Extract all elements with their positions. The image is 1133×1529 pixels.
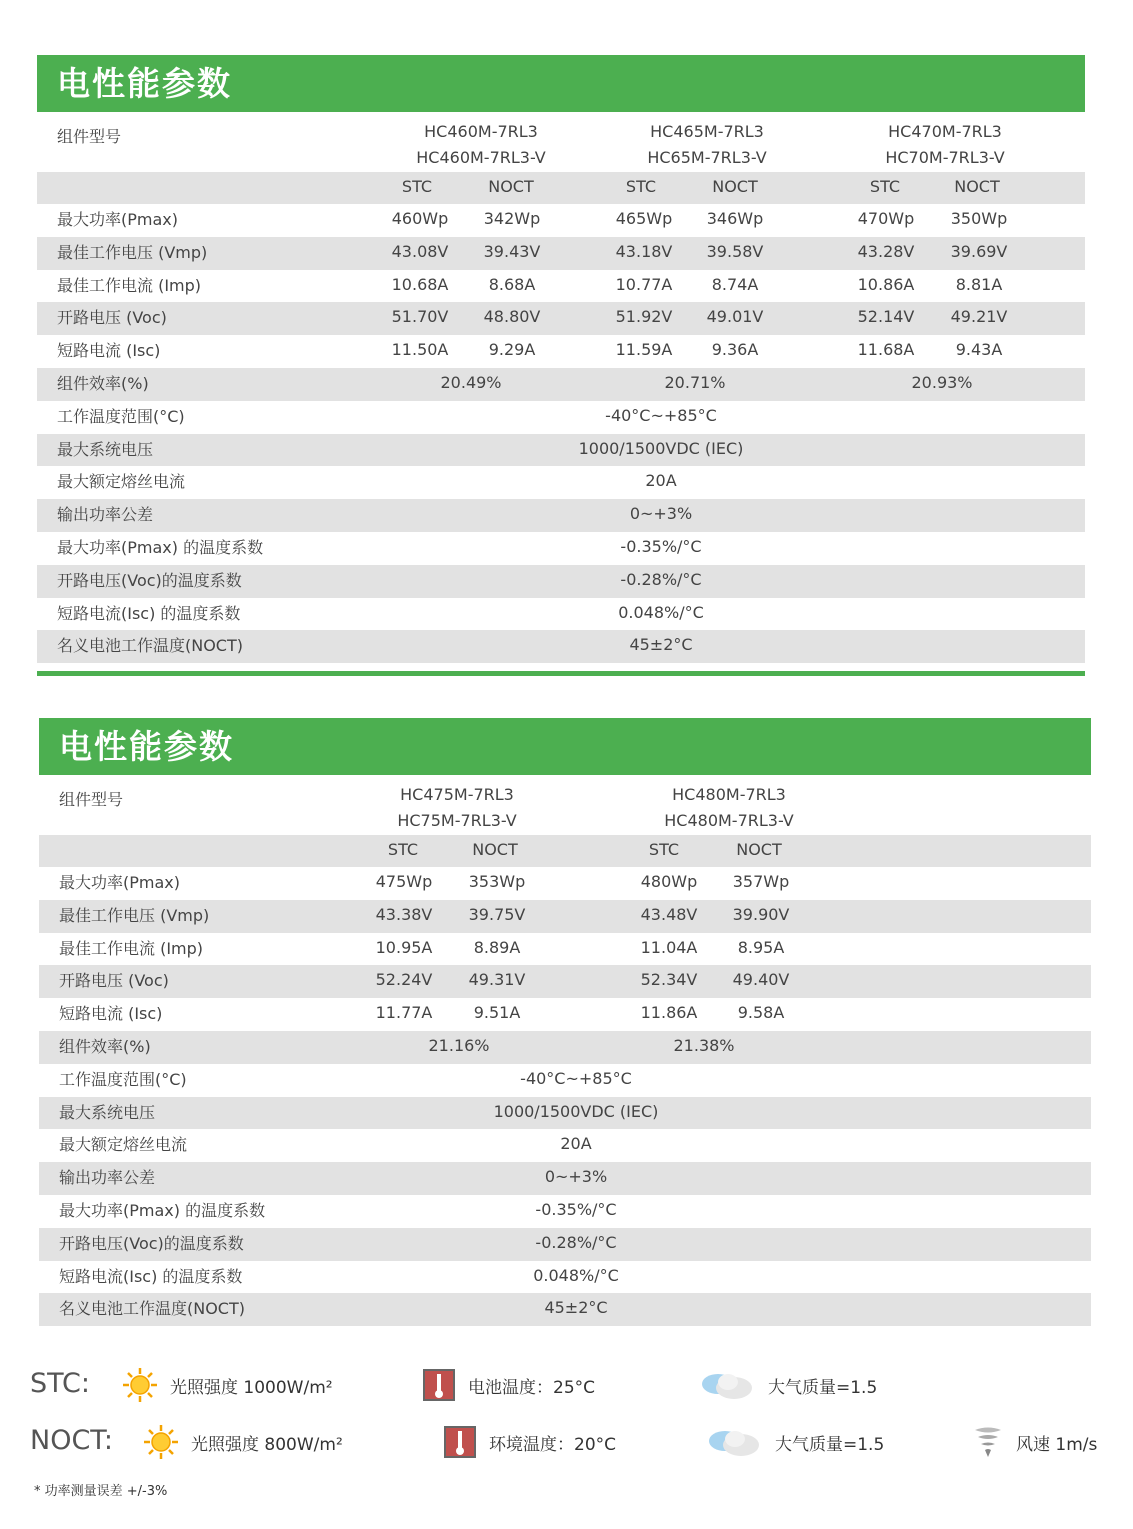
noct-irradiance [143,1417,343,1467]
param-value: 9.58A [737,1003,785,1023]
param-row [37,335,1085,368]
noct-header: NOCT [954,177,1000,196]
efficiency-row [37,368,1085,401]
param-label: 短路电流 (Isc) [59,1004,163,1024]
common-param-row [37,532,1085,565]
param-row [39,998,1091,1031]
param-label: 名义电池工作温度(NOCT) [57,636,243,656]
common-param-row [37,598,1085,631]
model-row [37,112,1085,172]
param-label: 输出功率公差 [59,1168,156,1188]
noct-header: NOCT [488,177,534,196]
param-value: 357Wp [732,872,790,891]
temperature-text: 环境温度：20°C [489,1434,617,1455]
param-label: 最大额定熔丝电流 [57,472,186,492]
param-label: 最大功率(Pmax) 的温度系数 [57,537,264,557]
param-value: 43.08V [391,241,449,261]
param-label: 开路电压 (Voc) [59,971,169,991]
param-value: 49.40V [732,970,790,990]
model-1 [416,119,546,171]
stc-header: STC [869,177,901,196]
param-label: 最佳工作电流 (Imp) [59,938,204,958]
electrical-params-section-1 [37,55,1085,663]
common-param-row [39,1162,1091,1195]
param-value: 8.81A [955,274,1003,294]
param-value: 52.34V [640,970,698,990]
param-value: -0.28%/°C [535,1232,617,1252]
common-param-row [37,630,1085,663]
efficiency-value: 20.93% [911,372,973,392]
param-label: 名义电池工作温度(NOCT) [59,1299,245,1319]
param-value: 9.36A [711,340,759,360]
common-param-row [39,1228,1091,1261]
model-2 [664,782,794,834]
param-value: 39.58V [706,241,764,261]
param-label: 最大功率(Pmax) [57,210,178,229]
efficiency-value: 20.71% [664,372,726,392]
param-value: 470Wp [857,209,915,228]
param-value: -40°C~+85°C [520,1068,632,1088]
efficiency-value: 21.16% [428,1035,490,1055]
stc-header: STC [625,177,657,196]
model-label: 组件型号 [57,127,122,146]
model-name: HC470M-7RL3 [888,122,1002,141]
wind-text: 风速 1m/s [1016,1434,1098,1455]
param-value: -0.35%/°C [620,536,702,556]
param-value: 0~+3% [544,1167,608,1187]
param-value: 1000/1500VDC (IEC) [578,438,744,458]
param-value: 10.95A [375,937,433,957]
model-name: HC475M-7RL3 [400,785,514,804]
thermometer-icon [443,1425,477,1459]
param-row [37,302,1085,335]
param-label: 工作温度范围(°C) [59,1069,187,1089]
common-param-row [39,1097,1091,1130]
stc-air-mass [698,1360,877,1410]
sun-icon [143,1424,179,1460]
param-value: 350Wp [950,209,1008,228]
model-name-v: HC70M-7RL3-V [885,148,1005,167]
stc-irradiance [122,1360,333,1410]
param-value: 52.24V [375,970,433,990]
common-param-row [37,466,1085,499]
wind-icon [972,1425,1004,1459]
param-value: 49.21V [950,307,1008,327]
model-name-v: HC460M-7RL3-V [416,148,546,167]
param-value: 20A [645,471,677,491]
param-value: -0.35%/°C [535,1199,617,1219]
efficiency-row [39,1031,1091,1064]
section-title: 电性能参数 [37,55,1085,112]
param-label: 短路电流(Isc) 的温度系数 [59,1266,243,1286]
noct-wind [972,1417,1097,1467]
model-1 [397,782,516,834]
common-param-row [37,499,1085,532]
stc-legend [0,1360,1133,1410]
stc-header: STC [648,840,680,859]
noct-legend-title: NOCT: [30,1425,113,1456]
model-name-v: HC75M-7RL3-V [397,811,517,830]
model-name: HC460M-7RL3 [424,122,538,141]
efficiency-value: 21.38% [673,1035,735,1055]
param-value: 20A [560,1134,592,1154]
param-value: 52.14V [857,307,915,327]
param-value: 0.048%/°C [533,1265,619,1285]
param-label: 工作温度范围(°C) [57,406,185,426]
condition-header-row [37,172,1085,204]
param-value: 49.01V [706,307,764,327]
param-label: 最大系统电压 [59,1102,156,1122]
param-label: 最大系统电压 [57,439,154,459]
model-2 [647,119,766,171]
common-param-row [37,434,1085,467]
noct-header: NOCT [736,840,782,859]
efficiency-label: 组件效率(%) [59,1036,151,1056]
noct-air-mass [705,1417,884,1467]
param-value: 353Wp [468,872,526,891]
param-value: 8.95A [737,937,785,957]
param-value: 475Wp [375,872,433,891]
common-param-row [37,401,1085,434]
param-value: 11.68A [857,340,915,360]
air-mass-text: 大气质量=1.5 [775,1434,885,1455]
param-row [39,965,1091,998]
param-value: 480Wp [640,872,698,891]
irradiance-text: 光照强度 1000W/m² [170,1377,333,1398]
param-value: 8.68A [488,274,536,294]
param-rows [39,867,1091,1326]
param-value: 39.43V [483,241,541,261]
stc-header: STC [387,840,419,859]
param-value: 11.59A [615,340,673,360]
irradiance-text: 光照强度 800W/m² [191,1434,343,1455]
param-value: 11.04A [640,937,698,957]
electrical-params-section-2 [39,718,1091,1326]
param-value: 460Wp [391,209,449,228]
param-value: 11.77A [375,1003,433,1023]
param-value: 11.50A [391,340,449,360]
param-rows [37,204,1085,663]
model-name-v: HC480M-7RL3-V [664,811,794,830]
param-row [39,900,1091,933]
common-param-row [39,1195,1091,1228]
param-value: 346Wp [706,209,764,228]
noct-header: NOCT [712,177,758,196]
param-value: 49.31V [468,970,526,990]
param-label: 最大功率(Pmax) 的温度系数 [59,1200,266,1220]
model-row [39,775,1091,835]
param-value: 9.29A [488,340,536,360]
param-value: 10.68A [391,274,449,294]
param-label: 最大功率(Pmax) [59,873,180,892]
common-param-row [39,1293,1091,1326]
efficiency-value: 20.49% [440,372,502,392]
condition-header-row [39,835,1091,867]
param-label: 开路电压(Voc)的温度系数 [59,1233,244,1253]
noct-temperature [443,1417,616,1467]
noct-header: NOCT [472,840,518,859]
param-value: 8.89A [473,937,521,957]
model-name: HC480M-7RL3 [672,785,786,804]
param-value: 39.75V [468,904,526,924]
param-value: 8.74A [711,274,759,294]
model-3 [885,119,1004,171]
param-value: 48.80V [483,307,541,327]
param-label: 最佳工作电压 (Vmp) [59,905,210,925]
param-value: 39.69V [950,241,1008,261]
common-param-row [39,1261,1091,1294]
param-row [39,933,1091,966]
param-row [37,270,1085,303]
section-title: 电性能参数 [39,718,1091,775]
common-param-row [39,1064,1091,1097]
cloud-icon [698,1368,756,1402]
param-value: 9.43A [955,340,1003,360]
common-param-row [39,1129,1091,1162]
stc-legend-title: STC: [30,1368,90,1399]
thermometer-icon [422,1368,456,1402]
cloud-icon [705,1425,763,1459]
noct-legend [0,1417,1133,1467]
param-row [39,867,1091,900]
efficiency-label: 组件效率(%) [57,373,149,393]
param-row [37,204,1085,237]
param-value: 43.28V [857,241,915,261]
param-label: 开路电压 (Voc) [57,308,167,328]
param-value: 39.90V [732,904,790,924]
air-mass-text: 大气质量=1.5 [768,1377,878,1398]
param-label: 最大额定熔丝电流 [59,1135,188,1155]
param-value: 45±2°C [629,635,693,655]
param-value: 51.92V [615,307,673,327]
param-value: 1000/1500VDC (IEC) [493,1101,659,1121]
param-value: 43.48V [640,904,698,924]
model-name-v: HC65M-7RL3-V [647,148,767,167]
section-divider [37,671,1085,676]
common-param-row [37,565,1085,598]
param-label: 短路电流(Isc) 的温度系数 [57,603,241,623]
param-value: 9.51A [473,1003,521,1023]
param-value: 0.048%/°C [618,602,704,622]
model-label: 组件型号 [59,790,124,809]
param-value: 45±2°C [544,1298,608,1318]
param-value: 11.86A [640,1003,698,1023]
param-value: 10.77A [615,274,673,294]
footnote: * 功率测量误差 +/-3% [34,1484,168,1499]
stc-header: STC [401,177,433,196]
param-value: 0~+3% [629,504,693,524]
param-value: -40°C~+85°C [605,405,717,425]
param-label: 输出功率公差 [57,505,154,525]
param-value: 10.86A [857,274,915,294]
temperature-text: 电池温度：25°C [468,1377,596,1398]
param-label: 最佳工作电流 (Imp) [57,275,202,295]
param-label: 开路电压(Voc)的温度系数 [57,570,242,590]
param-value: 51.70V [391,307,449,327]
model-name: HC465M-7RL3 [650,122,764,141]
param-value: 43.18V [615,241,673,261]
param-label: 最佳工作电压 (Vmp) [57,242,208,262]
param-value: 43.38V [375,904,433,924]
stc-temperature [422,1360,595,1410]
param-value: -0.28%/°C [620,569,702,589]
param-row [37,237,1085,270]
param-value: 342Wp [483,209,541,228]
sun-icon [122,1367,158,1403]
param-value: 465Wp [615,209,673,228]
param-label: 短路电流 (Isc) [57,341,161,361]
